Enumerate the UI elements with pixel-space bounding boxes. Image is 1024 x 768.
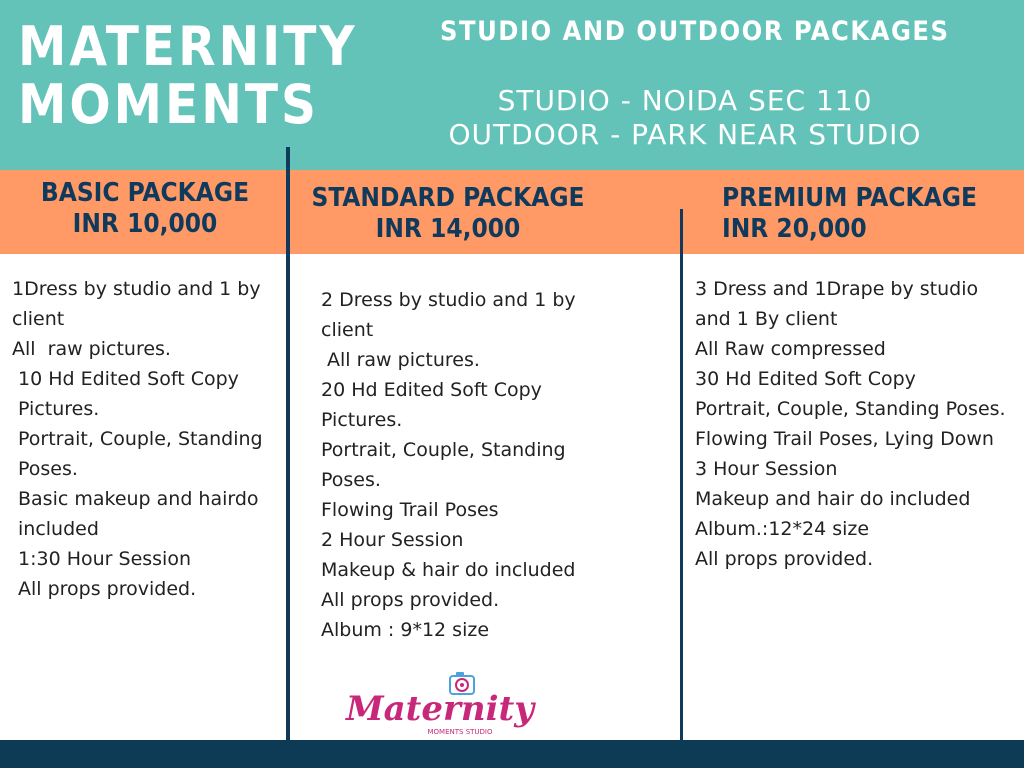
feature-item: All props provided.	[321, 589, 500, 611]
premium-package-header	[722, 183, 977, 245]
feature-item: 3 Dress and 1Drape by studio and 1 By client	[695, 278, 979, 330]
feature-item: All Raw compressed	[695, 338, 886, 360]
packages-heading: STUDIO AND OUTDOOR PACKAGES	[440, 16, 950, 47]
package-name: BASIC PACKAGE	[40, 178, 250, 208]
package-name: STANDARD PACKAGE	[311, 183, 585, 213]
feature-item: Portrait, Couple, Standing Poses.	[695, 398, 1006, 420]
column-divider	[680, 209, 683, 740]
feature-item: 20 Hd Edited Soft Copy Pictures.	[321, 379, 542, 431]
feature-item: Makeup and hair do included	[695, 488, 971, 510]
feature-item: Makeup & hair do included	[321, 559, 576, 581]
feature-item: All raw pictures.	[12, 338, 171, 360]
brand-line-1: MATERNITY	[18, 15, 358, 78]
logo-script-text: Maternity	[345, 689, 535, 729]
package-price: INR 14,000	[375, 214, 521, 244]
outdoor-location: OUTDOOR - PARK NEAR STUDIO	[448, 118, 922, 151]
feature-item: All raw pictures.	[327, 349, 480, 371]
premium-features-list	[695, 274, 1015, 574]
feature-item: Flowing Trail Poses, Lying Down	[695, 428, 994, 450]
basic-features-list	[12, 274, 287, 604]
feature-item: 3 Hour Session	[695, 458, 838, 480]
feature-item: Flowing Trail Poses	[321, 499, 499, 521]
feature-item: Portrait, Couple, Standing Poses.	[321, 439, 566, 491]
standard-features-list	[321, 285, 621, 645]
feature-item: Portrait, Couple, Standing Poses.	[18, 428, 263, 480]
feature-item: 2 Dress by studio and 1 by client	[321, 289, 576, 341]
package-name: PREMIUM PACKAGE	[722, 183, 977, 213]
basic-package-header	[0, 178, 290, 240]
feature-item: 1:30 Hour Session	[18, 548, 192, 570]
logo-graphic	[345, 670, 535, 740]
feature-item: Album.:12*24 size	[695, 518, 870, 540]
feature-item: All props provided.	[695, 548, 874, 570]
brand-title	[18, 15, 358, 136]
feature-item: Basic makeup and hairdo included	[18, 488, 259, 540]
feature-item: All props provided.	[18, 578, 197, 600]
studio-logo	[345, 670, 535, 740]
package-price: INR 10,000	[72, 209, 218, 239]
footer-bar	[0, 740, 1024, 768]
standard-package-header	[290, 183, 606, 245]
package-price: INR 20,000	[722, 214, 867, 244]
studio-location: STUDIO - NOIDA SEC 110	[497, 84, 873, 117]
feature-item: 2 Hour Session	[321, 529, 464, 551]
feature-item: 30 Hd Edited Soft Copy	[695, 368, 916, 390]
brand-line-2: MOMENTS	[18, 73, 319, 136]
logo-subtitle: MOMENTS STUDIO	[427, 728, 493, 736]
feature-item: Album : 9*12 size	[321, 619, 490, 641]
feature-item: 10 Hd Edited Soft Copy Pictures.	[18, 368, 239, 420]
feature-item: 1Dress by studio and 1 by client	[12, 278, 261, 330]
